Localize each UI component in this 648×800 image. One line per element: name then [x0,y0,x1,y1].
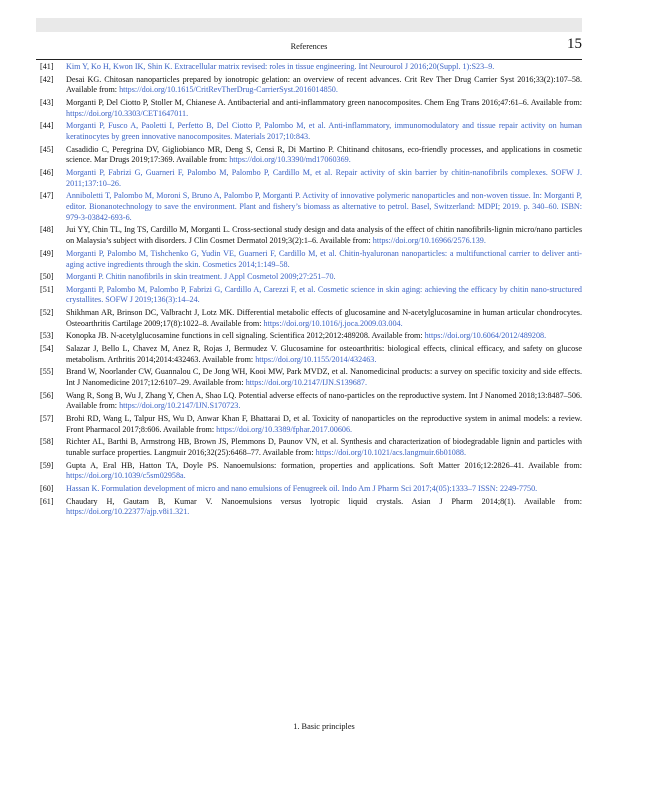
reference-text [66,225,582,247]
reference-text [66,272,582,283]
reference-item[interactable] [36,272,582,283]
reference-citation: Anniboletti T, Palombo M, Moroni S, Bruno A, Palombo P, Morganti P. Activity of innovative polymeric nanoparticles and non-woven tissue. In: Morganti P, editor. Bionanotechnology to save the environment. Plant and fishery’s biomass as alternative to petrol. Basel, Switzerland: MDPI; 2019. p. 340–60. ISBN: 979-3-03842-693-6. [66,191,582,222]
reference-number: [55] [40,367,54,377]
reference-number: [57] [40,414,54,423]
reference-item[interactable] [36,285,582,307]
reference-item [36,414,582,436]
reference-citation: Jui YY, Chin TL, Ing TS, Cardillo M, Morganti L. Cross-sectional study design and data analysis of the effect of chitin nanofibrils-lignin micro/nano particles on Malaysia’s subject with disorders. J Clin Cosmet Dermatol 2019;3(2):1–6. Available from: [66,225,582,246]
header-rule [36,59,582,60]
reference-text [66,461,582,483]
reference-number: [51] [40,284,54,294]
reference-citation: Chaudary H, Gautam B, Kumar V. Nanoemulsions versus lyotropic liquid crystals. Asian J Pharm 2014;8(1). Available from: [66,496,582,506]
reference-text [66,75,582,97]
reference-item[interactable] [36,62,582,73]
reference-item[interactable] [36,191,582,223]
reference-text [66,308,582,330]
reference-doi-link[interactable]: https://doi.org/10.1039/c5sm02958a. [66,471,186,481]
reference-doi-link[interactable]: https://doi.org/10.1021/acs.langmuir.6b01088. [315,448,467,458]
reference-list [36,62,582,520]
reference-number: [58] [40,437,54,447]
reference-number: [49] [40,248,54,258]
reference-citation: Brohi RD, Wang L, Talpur HS, Wu D, Anwar Khan F, Bhattarai D, et al. Toxicity of nanoparticles on the reproductive system in animal models: a review. Front Pharmacol 2017;8:606. Available from: [66,414,582,434]
reference-citation: Hassan K. Formulation development of micro and nano emulsions of Fenugreek oil. Indo Am J Pharm Sci 2017;4(05):1333–7 ISSN: 2249-7750. [66,484,538,494]
reference-item [36,331,582,342]
reference-number: [48] [40,225,54,235]
reference-item[interactable] [36,249,582,271]
reference-doi-link[interactable]: https://doi.org/10.16966/2576.139. [372,236,486,246]
reference-doi-link[interactable]: https://doi.org/10.3389/fphar.2017.00606. [216,424,353,434]
reference-text [66,191,582,223]
reference-citation: Gupta A, Eral HB, Hatton TA, Doyle PS. Nanoemulsions: formation, properties and applications. Soft Matter 2016;12:2826–41. Available from: [66,460,582,470]
reference-citation: Morganti P, Del Ciotto P, Stoller M, Chianese A. Antibacterial and anti-inflammatory green nanocomposites. Chem Eng Trans 2016;47:61–6. Available from: [66,97,582,107]
reference-citation: Wang R, Song B, Wu J, Zhang Y, Chen A, Shao LQ. Potential adverse effects of nano-particles on the reproductive system. Int J Nanomed 2018;13:8487–506. Available from: [66,390,582,411]
reference-text [66,168,582,190]
page-header [36,36,582,58]
reference-item [36,367,582,389]
reference-number: [46] [40,167,54,177]
reference-text [66,285,582,307]
reference-text [66,98,582,120]
reference-item [36,308,582,330]
reference-doi-link[interactable]: https://doi.org/10.3303/CET1647011. [66,108,189,118]
reference-citation: Richter AL, Barthi B, Armstrong HB, Brown JS, Plemmons D, Paunov VN, et al. Synthesis and characterization of biodegradable lignin and particles with tunable surface properties. Langmuir 2016;32(25):6468–77. Available from: [66,437,582,458]
reference-item [36,145,582,167]
reference-citation: Brand W, Noorlander CW, Guannalou C, De Jong WH, Kooi MW, Park MVDZ, et al. Nanomedicinal products: a survey on specific toxicity and side effects. Int J Nanomedicine 2017;12:6107–29. Available from: [66,367,582,388]
reference-text [66,145,582,167]
reference-item [36,497,582,519]
header-band [36,18,582,32]
reference-doi-link[interactable]: https://doi.org/10.1016/j.joca.2009.03.004. [263,318,403,328]
reference-text [66,437,582,459]
reference-item [36,225,582,247]
reference-text [66,497,582,519]
reference-citation: Morganti P, Fabrizi G, Guarneri F, Palombo M, Palombo P, Cardillo M, et al. Repair activity of skin barrier by chitin-nanofibrils complexes. SOFW J. 2011;137:10–26. [66,167,582,188]
reference-text [66,367,582,389]
reference-doi-link[interactable]: https://doi.org/10.2147/IJN.S139687. [245,378,367,388]
reference-doi-link[interactable]: https://doi.org/10.22377/ajp.v8i1.321. [66,507,190,517]
reference-doi-link[interactable]: https://doi.org/10.2147/IJN.S170723. [119,401,241,411]
reference-item [36,461,582,483]
reference-doi-link[interactable]: https://doi.org/10.1615/CritRevTherDrug-CarrierSyst.2016014850. [119,85,338,95]
reference-number: [42] [40,74,54,84]
reference-text [66,121,582,143]
reference-number: [61] [40,496,54,506]
reference-doi-link[interactable]: https://doi.org/10.3390/md17060369. [229,155,351,165]
reference-citation: Konopka JB. N-acetylglucosamine functions in cell signaling. Scientifica 2012;2012:489208. Available from: [66,331,425,341]
reference-number: [43] [40,97,54,107]
page-number: 15 [567,36,582,52]
reference-citation: Morganti P, Palombo M, Palombo P, Fabrizi G, Cardillo A, Carezzi F, et al. Cosmetic science in skin aging: achieving the efficacy by chitin nano-structured crystallites. SOFW J 2019;136(3):14–24. [66,284,582,305]
reference-item[interactable] [36,121,582,143]
reference-number: [50] [40,272,54,282]
running-title: References [290,42,328,51]
reference-text [66,414,582,436]
reference-doi-link[interactable]: https://doi.org/10.1155/2014/432463. [255,354,377,364]
reference-citation: Morganti P, Palombo M, Tishchenko G, Yudin VE, Guarneri F, Cardillo M, et al. Chitin-hyaluronan nanoparticles: a multifunctional carrier to deliver anti-aging active ingredients through the skin. Cosmetics 2014;1:149–58. [66,248,582,269]
reference-item[interactable] [36,484,582,495]
reference-text [66,62,582,73]
reference-number: [59] [40,460,54,470]
reference-item [36,98,582,120]
reference-citation: Morganti P. Chitin nanofibrils in skin treatment. J Appl Cosmetol 2009;27:251–70. [66,272,336,282]
reference-citation: Kim Y, Ko H, Kwon IK, Shin K. Extracellular matrix revised: roles in tissue engineering. Int Neurourol J 2016;20(Suppl. 1):S23–9. [66,62,495,71]
reference-number: [53] [40,331,54,341]
reference-text [66,391,582,413]
reference-number: [52] [40,308,54,318]
reference-number: [60] [40,484,54,494]
reference-doi-link[interactable]: https://doi.org/10.6064/2012/489208. [424,331,547,341]
reference-number: [54] [40,343,54,353]
reference-item [36,437,582,459]
reference-citation: Salazar J, Bello L, Chavez M, Anez R, Rojas J, Bermudez V. Glucosamine for osteoarthritis: biological effects, clinical efficacy, and safety on glucose metabolism. Arthritis 2014;2014:432463. Available from: [66,343,582,364]
reference-citation: Casadidio C, Peregrina DV, Gigliobianco MR, Deng S, Censi R, Di Martino P. Chitinand chitosans, eco-friendly processes, and applications in cosmetic science. Mar Drugs 2019;17:369. Available from: [66,144,582,165]
reference-number: [41] [40,62,54,71]
reference-citation: Morganti P, Fusco A, Paoletti I, Perfetto B, Del Ciotto P, Palombo M, et al. Anti-inflammatory, immunomodulatory and tissue repair activity on human keratinocytes by green innovative nanocomposites. Materials 2017;10:843. [66,121,582,142]
reference-number: [56] [40,390,54,400]
reference-text [66,249,582,271]
reference-number: [44] [40,121,54,131]
reference-citation: Shikhman AR, Brinson DC, Valbracht J, Lotz MK. Differential metabolic effects of glucosamine and N-acetylglucosamine in human articular chondrocytes. Osteoarthritis Cartilage 2009;17(8):1022–8. Available from: [66,308,582,328]
reference-citation: Desai KG. Chitosan nanoparticles prepared by ionotropic gelation: an overview of recent advances. Crit Rev Ther Drug Carrier Syst 2016;33(2):107–58. Available from: [66,74,582,95]
reference-number: [45] [40,144,54,154]
reference-text [66,344,582,366]
page-footer: 1. Basic principles [293,722,355,731]
reference-item [36,344,582,366]
reference-number: [47] [40,191,54,201]
reference-text [66,484,582,495]
reference-item [36,391,582,413]
reference-text [66,331,582,342]
reference-item [36,75,582,97]
reference-item[interactable] [36,168,582,190]
